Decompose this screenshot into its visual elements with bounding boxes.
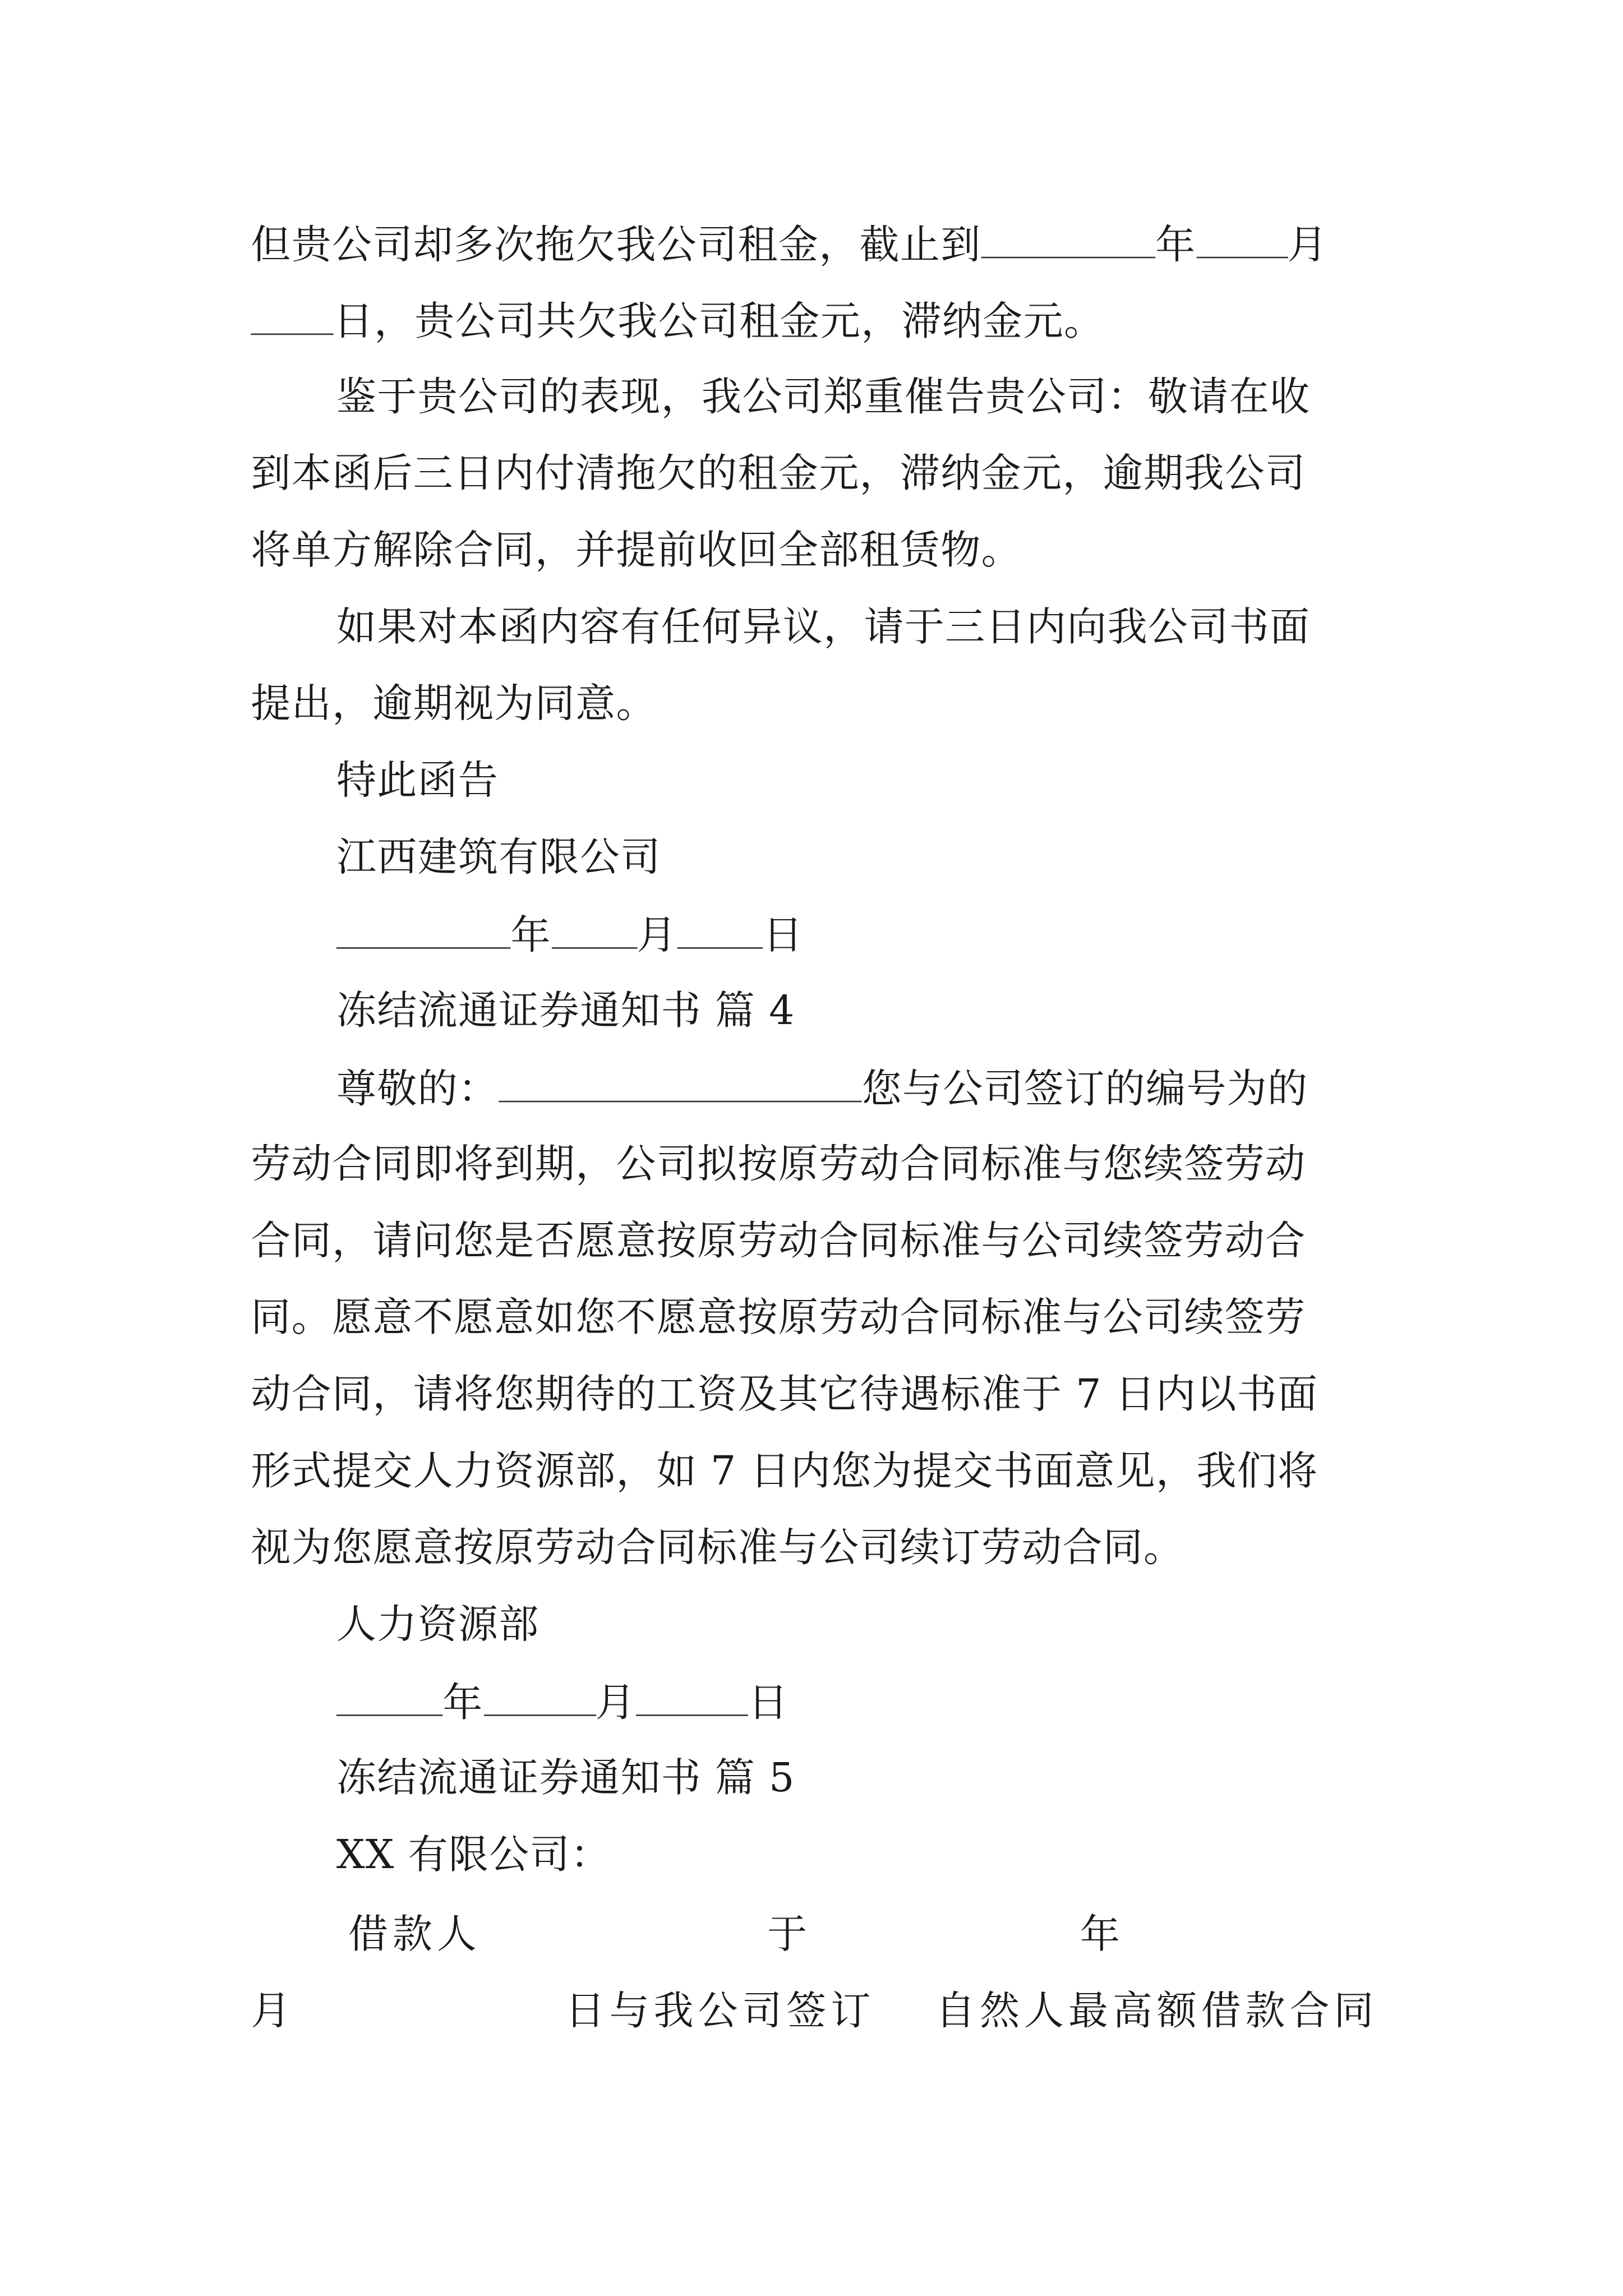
loan-word: 年 — [1080, 1912, 1124, 1958]
text: 月 — [1287, 223, 1328, 269]
loan-word: 于 — [767, 1912, 812, 1958]
fill-blank — [677, 906, 763, 948]
date-line — [336, 1673, 789, 1732]
fill-blank — [499, 1059, 861, 1102]
fill-blank — [981, 215, 1155, 258]
paragraph-line: 到本函后三日内付清拖欠的租金元，滞纳金元，逾期我公司 — [251, 451, 1306, 497]
fill-blank — [336, 1673, 442, 1716]
paragraph-line — [251, 292, 1104, 351]
company-name: 江西建筑有限公司 — [336, 835, 661, 881]
loan-word: 月 — [251, 1989, 296, 2035]
text: 年 — [510, 913, 551, 960]
section-heading: 冻结流通证券通知书 篇 4 — [336, 988, 795, 1035]
addressee: XX 有限公司： — [336, 1832, 611, 1879]
paragraph-line: 鉴于贵公司的表现，我公司郑重催告贵公司：敬请在收 — [336, 375, 1311, 421]
loan-word: 自然人最高额借款合同 — [935, 1989, 1378, 2035]
fill-blank — [551, 906, 637, 948]
paragraph-line: 合同，请问您是否愿意按原劳动合同标准与公司续签劳动合 — [251, 1219, 1306, 1265]
loan-word: 日与我公司签订 — [565, 1989, 875, 2035]
text: 日 — [748, 1680, 789, 1727]
text: 但贵公司却多次拖欠我公司租金，截止到 — [251, 223, 981, 269]
date-line — [336, 906, 804, 965]
paragraph-line: 提出，逾期视为同意。 — [251, 681, 657, 728]
paragraph-line — [336, 1059, 1308, 1118]
section-heading: 冻结流通证券通知书 篇 5 — [336, 1755, 795, 1802]
paragraph-line: 动合同，请将您期待的工资及其它待遇标准于 7 日内以书面 — [251, 1372, 1318, 1418]
text: 日 — [763, 913, 804, 960]
fill-blank — [336, 906, 510, 948]
department-name: 人力资源部 — [336, 1602, 540, 1648]
paragraph-line: 形式提交人力资源部，如 7 日内您为提交书面意见，我们将 — [251, 1449, 1318, 1495]
fill-blank — [251, 292, 333, 335]
paragraph-line: 如果对本函内容有任何异议，请于三日内向我公司书面 — [336, 605, 1311, 651]
text: 年 — [442, 1680, 483, 1727]
fill-blank — [636, 1673, 748, 1716]
fill-blank — [1196, 215, 1287, 258]
loan-word: 借款人 — [348, 1912, 481, 1958]
paragraph-line: 同。愿意不愿意如您不愿意按原劳动合同标准与公司续签劳 — [251, 1295, 1306, 1341]
paragraph-line — [251, 215, 1328, 274]
paragraph-line: 视为您愿意按原劳动合同标准与公司续订劳动合同。 — [251, 1525, 1184, 1572]
fill-blank — [483, 1673, 596, 1716]
paragraph-line: 将单方解除合同，并提前收回全部租赁物。 — [251, 528, 1022, 574]
closing-text: 特此函告 — [336, 758, 499, 804]
paragraph-line: 劳动合同即将到期，公司拟按原劳动合同标准与您续签劳动 — [251, 1142, 1306, 1188]
text: 年 — [1155, 223, 1196, 269]
text: 月 — [637, 913, 677, 960]
text: 您与公司签订的编号为的 — [861, 1067, 1308, 1113]
text: 月 — [595, 1680, 636, 1727]
text: 尊敬的： — [336, 1067, 499, 1113]
text: 日，贵公司共欠我公司租金元，滞纳金元。 — [333, 299, 1105, 345]
